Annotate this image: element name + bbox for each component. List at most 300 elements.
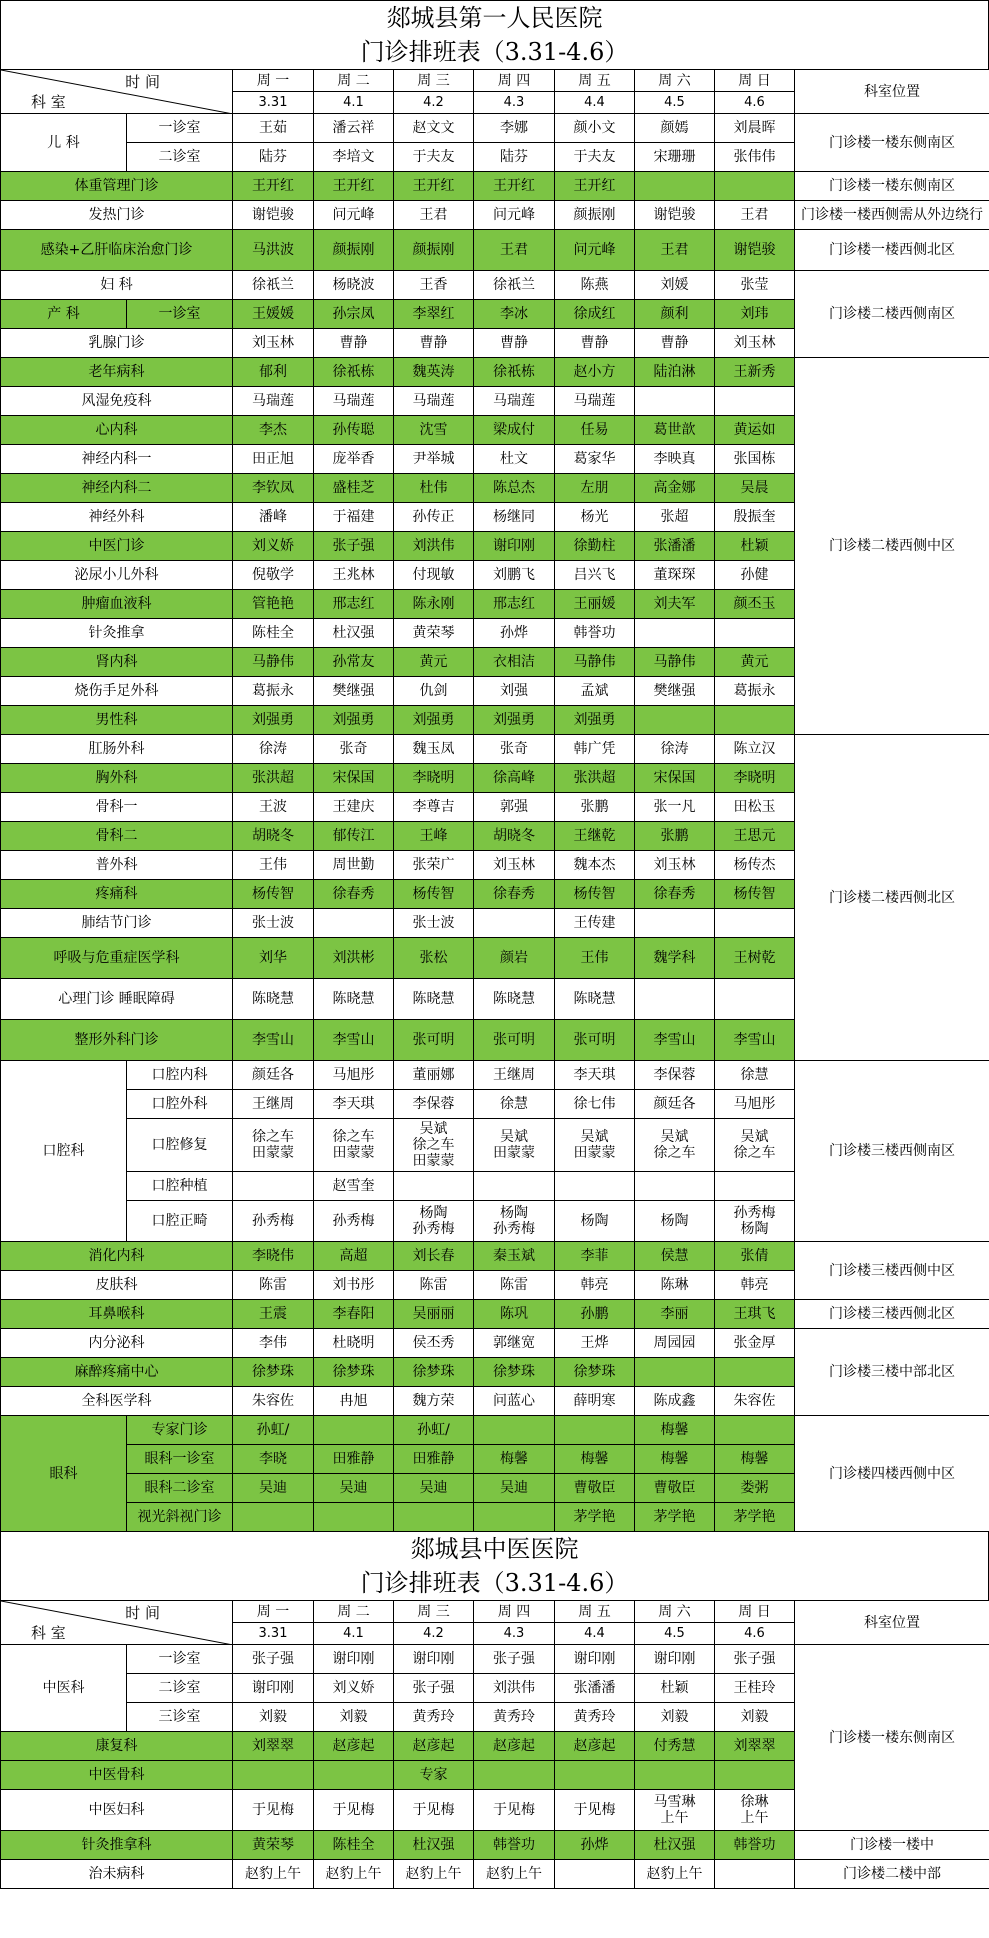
doctor-cell: 王继周 [233,1090,314,1119]
doctor-cell: 王桂玲 [715,1674,795,1703]
doctor-cell: 杜汉强 [635,1831,715,1860]
dept-name: 眼科 [1,1416,127,1532]
doctor-cell: 冉旭 [314,1387,394,1416]
doctor-cell: 曹静 [555,329,635,358]
doctor-cell: 茅学艳 [715,1503,795,1532]
doctor-cell: 孙健 [715,561,795,590]
doctor-cell: 刘强勇 [474,706,555,735]
doctor-cell: 颜丕玉 [715,590,795,619]
doctor-cell: 陈晓慧 [314,979,394,1020]
doctor-cell: 于见梅 [474,1790,555,1831]
doctor-cell: 孙秀梅 杨陶 [715,1201,795,1242]
doctor-cell: 李晓伟 [233,1242,314,1271]
doctor-cell: 马瑞莲 [474,387,555,416]
doctor-cell: 黄元 [394,648,474,677]
doctor-cell: 庞举香 [314,445,394,474]
doctor-cell: 徐梦珠 [233,1358,314,1387]
doctor-cell: 徐梦珠 [394,1358,474,1387]
doctor-cell: 刘义娇 [314,1674,394,1703]
doctor-cell: 马瑞莲 [314,387,394,416]
doctor-cell: 吴迪 [314,1474,394,1503]
header-time-label: 时 间 [125,1604,160,1622]
sub-clinic: 二诊室 [127,143,233,172]
date-header: 4.1 [314,1623,394,1645]
weekday-header: 周 四 [474,70,555,92]
doctor-cell [715,1172,795,1201]
doctor-cell [635,909,715,938]
weekday-header: 周 二 [314,1601,394,1623]
doctor-cell: 孟斌 [555,677,635,706]
doctor-cell: 郁传江 [314,822,394,851]
doctor-cell: 田正旭 [233,445,314,474]
doctor-cell: 赵雪奎 [314,1172,394,1201]
doctor-cell: 樊继强 [314,677,394,706]
doctor-cell: 黄运如 [715,416,795,445]
doctor-cell: 孙虹/ [394,1416,474,1445]
doctor-cell: 刘鹏飞 [474,561,555,590]
doctor-cell: 王君 [394,201,474,230]
doctor-cell: 徐之车 田蒙蒙 [314,1119,394,1172]
doctor-cell: 张倩 [715,1242,795,1271]
doctor-cell: 刘洪伟 [394,532,474,561]
doctor-cell: 曹敬臣 [555,1474,635,1503]
doctor-cell [314,1416,394,1445]
date-header: 4.2 [394,1623,474,1645]
doctor-cell: 于福建 [314,503,394,532]
doctor-cell: 宋保国 [314,764,394,793]
sub-clinic: 一诊室 [127,300,233,329]
doctor-cell: 颜利 [635,300,715,329]
doctor-cell: 徐梦珠 [474,1358,555,1387]
doctor-cell: 张洪超 [233,764,314,793]
dept-name: 烧伤手足外科 [1,677,233,706]
dept-name: 康复科 [1,1732,233,1761]
doctor-cell [233,1503,314,1532]
doctor-cell: 马洪波 [233,230,314,271]
hospital-1-section [0,0,989,69]
location-cell: 门诊楼二楼西侧中区 [795,358,989,735]
doctor-cell: 李伟 [233,1329,314,1358]
doctor-cell: 李冰 [474,300,555,329]
doctor-cell: 刘夫军 [635,590,715,619]
doctor-cell: 陈总杰 [474,474,555,503]
doctor-cell: 邢志红 [474,590,555,619]
doctor-cell: 孙传正 [394,503,474,532]
doctor-cell: 李雪山 [233,1020,314,1061]
doctor-cell: 曹静 [314,329,394,358]
doctor-cell [474,1761,555,1790]
doctor-cell: 徐春秀 [474,880,555,909]
doctor-cell: 孙常友 [314,648,394,677]
doctor-cell: 吴斌 田蒙蒙 [555,1119,635,1172]
dept-name: 泌尿小儿外科 [1,561,233,590]
doctor-cell: 李保蓉 [394,1090,474,1119]
doctor-cell: 谢铠骏 [635,201,715,230]
sub-clinic: 眼科二诊室 [127,1474,233,1503]
doctor-cell: 陈雷 [233,1271,314,1300]
doctor-cell: 李晓明 [715,764,795,793]
dept-name: 普外科 [1,851,233,880]
doctor-cell: 胡晓冬 [233,822,314,851]
doctor-cell [715,619,795,648]
doctor-cell: 王伟 [233,851,314,880]
doctor-cell: 孙传聪 [314,416,394,445]
weekday-header: 周 五 [555,1601,635,1623]
doctor-cell: 杜汉强 [394,1831,474,1860]
doctor-cell: 梁成付 [474,416,555,445]
doctor-cell: 樊继强 [635,677,715,706]
schedule-table-2 [0,1600,989,1889]
sub-clinic: 眼科一诊室 [127,1445,233,1474]
doctor-cell [394,1503,474,1532]
doctor-cell: 倪敬学 [233,561,314,590]
date-header: 4.5 [635,1623,715,1645]
dept-name: 发热门诊 [1,201,233,230]
doctor-cell: 问元峰 [555,230,635,271]
doctor-cell: 葛振永 [233,677,314,706]
doctor-cell [715,979,795,1020]
doctor-cell: 王新秀 [715,358,795,387]
location-cell: 门诊楼一楼中 [795,1831,989,1860]
doctor-cell: 田雅静 [314,1445,394,1474]
weekday-header: 周 二 [314,70,394,92]
location-header: 科室位置 [795,1601,989,1645]
doctor-cell: 杨传杰 [715,851,795,880]
doctor-cell: 孙烨 [555,1831,635,1860]
sub-clinic: 一诊室 [127,114,233,143]
weekday-header: 周 三 [394,70,474,92]
doctor-cell: 高金娜 [635,474,715,503]
sub-clinic: 口腔种植 [127,1172,233,1201]
doctor-cell: 陈燕 [555,271,635,300]
dept-name: 麻醉疼痛中心 [1,1358,233,1387]
doctor-cell: 杨陶 [555,1201,635,1242]
doctor-cell: 刘翠翠 [233,1732,314,1761]
doctor-cell: 衣相洁 [474,648,555,677]
doctor-cell: 张可明 [394,1020,474,1061]
doctor-cell: 张莹 [715,271,795,300]
doctor-cell: 潘云祥 [314,114,394,143]
doctor-cell: 刘玮 [715,300,795,329]
doctor-cell: 王继周 [474,1061,555,1090]
doctor-cell [314,1761,394,1790]
doctor-cell: 吴丽丽 [394,1300,474,1329]
doctor-cell: 刘强勇 [555,706,635,735]
doctor-cell: 马瑞莲 [555,387,635,416]
doctor-cell: 曹静 [635,329,715,358]
doctor-cell: 颜小文 [555,114,635,143]
doctor-cell: 高超 [314,1242,394,1271]
doctor-cell: 谢铠骏 [233,201,314,230]
doctor-cell: 颜廷各 [233,1061,314,1090]
doctor-cell: 陈巩 [474,1300,555,1329]
doctor-cell: 王琪飞 [715,1300,795,1329]
doctor-cell: 吴斌 田蒙蒙 [474,1119,555,1172]
doctor-cell: 问元峰 [314,201,394,230]
doctor-cell: 王峰 [394,822,474,851]
dept-name: 风湿免疫科 [1,387,233,416]
weekday-header: 周 四 [474,1601,555,1623]
doctor-cell: 杜文 [474,445,555,474]
doctor-cell: 梅馨 [635,1445,715,1474]
header-diagonal-cell [1,1601,233,1645]
doctor-cell: 娄粥 [715,1474,795,1503]
doctor-cell: 黄秀玲 [474,1703,555,1732]
dept-name: 妇 科 [1,271,233,300]
doctor-cell: 韩亮 [555,1271,635,1300]
doctor-cell: 徐慧 [715,1061,795,1090]
dept-name: 耳鼻喉科 [1,1300,233,1329]
hospital-1-name: 郯城县第一人民医院 [1,0,988,35]
doctor-cell: 李雪山 [314,1020,394,1061]
doctor-cell: 潘峰 [233,503,314,532]
doctor-cell: 张可明 [555,1020,635,1061]
location-cell: 门诊楼三楼西侧南区 [795,1061,989,1242]
doctor-cell: 王思元 [715,822,795,851]
doctor-cell: 杨陶 [635,1201,715,1242]
location-header: 科室位置 [795,70,989,114]
doctor-cell: 问元峰 [474,201,555,230]
doctor-cell: 沈雪 [394,416,474,445]
doctor-cell: 李翠红 [394,300,474,329]
doctor-cell: 刘长春 [394,1242,474,1271]
location-cell: 门诊楼四楼西侧中区 [795,1416,989,1532]
doctor-cell: 葛世歆 [635,416,715,445]
doctor-cell: 刘强勇 [394,706,474,735]
hospital-2-subtitle: 门诊排班表（3.31-4.6） [360,1569,629,1597]
doctor-cell: 赵豹上午 [394,1860,474,1889]
doctor-cell: 王君 [474,230,555,271]
sub-clinic: 三诊室 [127,1703,233,1732]
weekday-header: 周 日 [715,1601,795,1623]
doctor-cell: 黄荣琴 [394,619,474,648]
doctor-cell: 李培文 [314,143,394,172]
doctor-cell: 尹举城 [394,445,474,474]
doctor-cell: 赵彦起 [314,1732,394,1761]
doctor-cell: 张伟伟 [715,143,795,172]
doctor-cell: 赵豹上午 [233,1860,314,1889]
header-dept-label: 科 室 [31,1624,66,1642]
doctor-cell: 左朋 [555,474,635,503]
doctor-cell: 徐慧 [474,1090,555,1119]
doctor-cell: 李保蓉 [635,1061,715,1090]
doctor-cell: 杨继同 [474,503,555,532]
doctor-cell: 张士波 [233,909,314,938]
location-cell: 门诊楼一楼西侧北区 [795,230,989,271]
doctor-cell: 赵豹上午 [314,1860,394,1889]
doctor-cell: 杨传智 [233,880,314,909]
doctor-cell: 马旭彤 [314,1061,394,1090]
doctor-cell: 刘毅 [314,1703,394,1732]
date-header: 4.2 [394,92,474,114]
doctor-cell: 吴迪 [233,1474,314,1503]
location-cell: 门诊楼一楼东侧南区 [795,1645,989,1831]
doctor-cell: 陈永刚 [394,590,474,619]
doctor-cell: 陈晓慧 [555,979,635,1020]
doctor-cell: 田松玉 [715,793,795,822]
weekday-header: 周 六 [635,1601,715,1623]
doctor-cell: 吴迪 [474,1474,555,1503]
doctor-cell [474,1416,555,1445]
doctor-cell: 王香 [394,271,474,300]
doctor-cell: 张子强 [233,1645,314,1674]
dept-name: 内分泌科 [1,1329,233,1358]
doctor-cell: 李娜 [474,114,555,143]
doctor-cell: 孙宗凤 [314,300,394,329]
doctor-cell: 梅馨 [474,1445,555,1474]
doctor-cell [474,909,555,938]
doctor-cell: 魏英涛 [394,358,474,387]
doctor-cell: 黄元 [715,648,795,677]
sub-clinic: 口腔正畸 [127,1201,233,1242]
doctor-cell: 赵豹上午 [474,1860,555,1889]
doctor-cell [314,909,394,938]
dept-name: 心理门诊 睡眠障碍 [1,979,233,1020]
doctor-cell: 杨传智 [715,880,795,909]
doctor-cell: 秦玉斌 [474,1242,555,1271]
doctor-cell: 侯慧 [635,1242,715,1271]
doctor-cell: 马雪琳 上午 [635,1790,715,1831]
doctor-cell: 徐琳 上午 [715,1790,795,1831]
dept-name: 儿 科 [1,114,127,172]
dept-name: 针灸推拿 [1,619,233,648]
doctor-cell: 陈雷 [394,1271,474,1300]
doctor-cell: 颜嫣 [635,114,715,143]
doctor-cell [635,172,715,201]
doctor-cell: 王波 [233,793,314,822]
doctor-cell [555,1860,635,1889]
weekday-header: 周 一 [233,70,314,92]
doctor-cell: 魏玉凤 [394,735,474,764]
hospital-2-section [0,1532,989,1600]
doctor-cell: 付现敏 [394,561,474,590]
doctor-cell: 李丽 [635,1300,715,1329]
date-header: 4.5 [635,92,715,114]
doctor-cell: 朱容佐 [233,1387,314,1416]
dept-name: 中医骨科 [1,1761,233,1790]
doctor-cell: 李雪山 [715,1020,795,1061]
doctor-cell: 张松 [394,938,474,979]
dept-name: 全科医学科 [1,1387,233,1416]
doctor-cell: 张洪超 [555,764,635,793]
doctor-cell: 葛振永 [715,677,795,706]
doctor-cell: 周世勤 [314,851,394,880]
doctor-cell: 韩誉功 [555,619,635,648]
location-cell: 门诊楼一楼东侧南区 [795,172,989,201]
sub-clinic: 口腔内科 [127,1061,233,1090]
doctor-cell [474,1172,555,1201]
doctor-cell: 张鹏 [555,793,635,822]
dept-name: 疼痛科 [1,880,233,909]
doctor-cell: 刘洪伟 [474,1674,555,1703]
doctor-cell: 茅学艳 [555,1503,635,1532]
dept-name: 中医妇科 [1,1790,233,1831]
doctor-cell: 陈桂全 [233,619,314,648]
doctor-cell [635,706,715,735]
doctor-cell: 张子强 [474,1645,555,1674]
doctor-cell: 陈琳 [635,1271,715,1300]
doctor-cell: 专家 [394,1761,474,1790]
doctor-cell: 杜汉强 [314,619,394,648]
doctor-cell: 刘强勇 [314,706,394,735]
doctor-cell: 田雅静 [394,1445,474,1474]
doctor-cell: 王开红 [474,172,555,201]
sub-clinic: 视光斜视门诊 [127,1503,233,1532]
doctor-cell: 茅学艳 [635,1503,715,1532]
dept-name: 中医门诊 [1,532,233,561]
doctor-cell: 杨晓波 [314,271,394,300]
doctor-cell [555,1416,635,1445]
doctor-cell: 李雪山 [635,1020,715,1061]
doctor-cell: 杨传智 [394,880,474,909]
doctor-cell [555,1761,635,1790]
doctor-cell: 陈立汉 [715,735,795,764]
doctor-cell: 王伟 [555,938,635,979]
doctor-cell: 吴斌 徐之车 田蒙蒙 [394,1119,474,1172]
date-header: 4.3 [474,1623,555,1645]
doctor-cell: 王树乾 [715,938,795,979]
doctor-cell: 殷振奎 [715,503,795,532]
doctor-cell: 董琛琛 [635,561,715,590]
doctor-cell: 李天琪 [555,1061,635,1090]
doctor-cell: 刘媛 [635,271,715,300]
doctor-cell: 谢印刚 [394,1645,474,1674]
dept-name: 胸外科 [1,764,233,793]
doctor-cell: 王茹 [233,114,314,143]
doctor-cell: 于见梅 [314,1790,394,1831]
doctor-cell: 杜伟 [394,474,474,503]
doctor-cell: 杨陶 孙秀梅 [474,1201,555,1242]
doctor-cell: 徐勤柱 [555,532,635,561]
sub-clinic: 专家门诊 [127,1416,233,1445]
doctor-cell [635,619,715,648]
doctor-cell: 陈雷 [474,1271,555,1300]
doctor-cell: 徐涛 [233,735,314,764]
dept-name: 肿瘤血液科 [1,590,233,619]
doctor-cell [715,1860,795,1889]
doctor-cell: 陈晓慧 [394,979,474,1020]
doctor-cell: 张鹏 [635,822,715,851]
date-header: 4.6 [715,92,795,114]
doctor-cell: 马静伟 [635,648,715,677]
doctor-cell: 马瑞莲 [233,387,314,416]
doctor-cell: 孙秀梅 [233,1201,314,1242]
dept-name: 肺结节门诊 [1,909,233,938]
dept-name: 老年病科 [1,358,233,387]
dept-name: 产 科 [1,300,127,329]
doctor-cell: 赵彦起 [474,1732,555,1761]
doctor-cell: 王开红 [555,172,635,201]
doctor-cell: 黄秀玲 [555,1703,635,1732]
doctor-cell: 马静伟 [555,648,635,677]
doctor-cell: 颜振刚 [314,230,394,271]
doctor-cell [635,1358,715,1387]
dept-name: 治未病科 [1,1860,233,1889]
date-header: 4.3 [474,92,555,114]
doctor-cell: 徐高峰 [474,764,555,793]
doctor-cell: 李尊吉 [394,793,474,822]
weekday-header: 周 三 [394,1601,474,1623]
doctor-cell: 李天琪 [314,1090,394,1119]
doctor-cell [233,1172,314,1201]
doctor-cell [715,1761,795,1790]
doctor-cell: 颜岩 [474,938,555,979]
weekday-header: 周 五 [555,70,635,92]
doctor-cell [715,706,795,735]
doctor-cell: 刘玉林 [474,851,555,880]
schedule-table-1 [0,69,989,1532]
doctor-cell: 徐春秀 [635,880,715,909]
